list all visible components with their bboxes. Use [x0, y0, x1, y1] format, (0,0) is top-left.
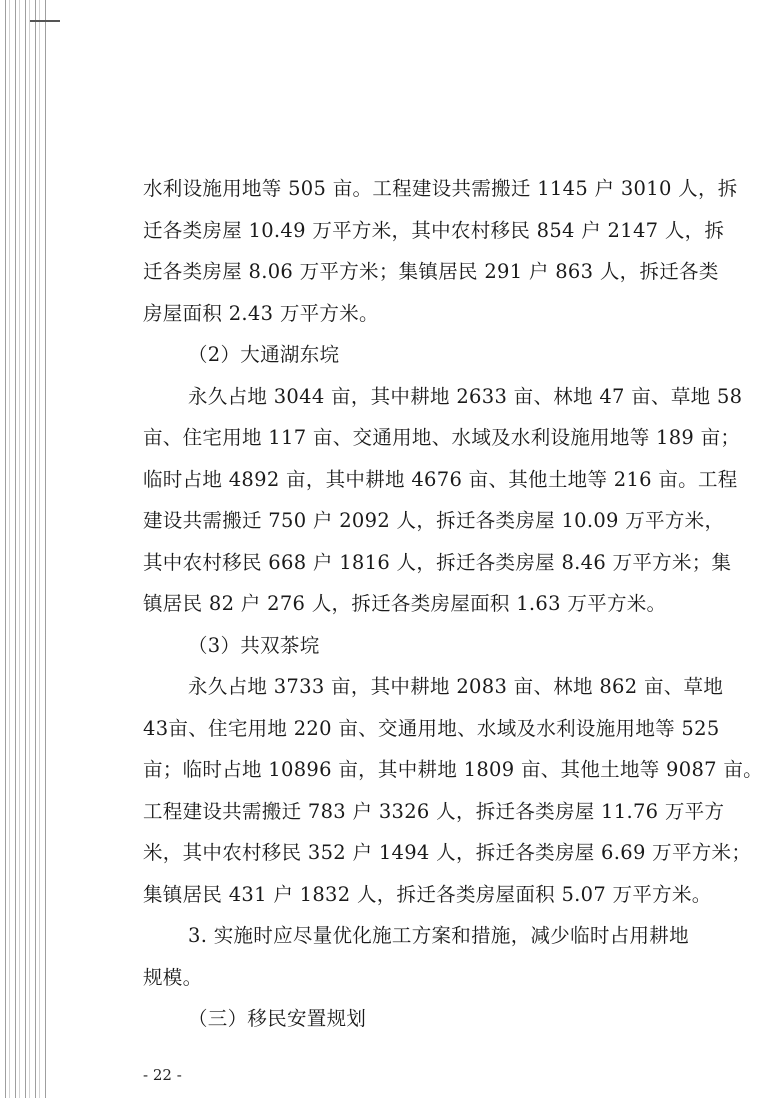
- text-line: 永久占地 3733 亩，其中耕地 2083 亩、林地 862 亩、草地: [188, 675, 724, 698]
- section-heading: （2）大通湖东垸: [188, 343, 340, 366]
- text-line: 水利设施用地等 505 亩。工程建设共需搬迁 1145 户 3010 人，拆: [143, 177, 738, 200]
- section-heading: （三）移民安置规划: [188, 1007, 367, 1030]
- text-line: 永久占地 3044 亩，其中耕地 2633 亩、林地 47 亩、草地 58: [188, 384, 743, 408]
- text-line: 临时占地 4892 亩，其中耕地 4676 亩、其他土地等 216 亩。工程: [143, 467, 738, 491]
- scan-binding-edge: [0, 0, 46, 1098]
- scan-mark: [30, 20, 60, 22]
- text-line: 规模。: [143, 965, 203, 989]
- text-line: 3. 实施时应尽量优化施工方案和措施，减少临时占用耕地: [188, 924, 689, 947]
- body-text: [143, 168, 763, 1040]
- text-line: 迁各类房屋 8.06 万平方米；集镇居民 291 户 863 人，拆迁各类: [143, 260, 719, 283]
- text-line: 工程建设共需搬迁 783 户 3326 人，拆迁各类房屋 11.76 万平方: [143, 799, 725, 823]
- text-line: 集镇居民 431 户 1832 人，拆迁各类房屋面积 5.07 万平方米。: [143, 882, 712, 906]
- page-number: - 22 -: [143, 1066, 182, 1084]
- text-line: 房屋面积 2.43 万平方米。: [143, 301, 379, 325]
- text-line: 米，其中农村移民 352 户 1494 人，拆迁各类房屋 6.69 万平方米；: [143, 841, 752, 864]
- text-line: 建设共需搬迁 750 户 2092 人，拆迁各类房屋 10.09 万平方米，: [143, 509, 725, 532]
- text-line: 亩；临时占地 10896 亩，其中耕地 1809 亩、其他土地等 9087 亩。: [143, 758, 763, 781]
- text-line: 其中农村移民 668 户 1816 人，拆迁各类房屋 8.46 万平方米；集: [143, 550, 732, 574]
- text-line: 迁各类房屋 10.49 万平方米，其中农村移民 854 户 2147 人，拆: [143, 218, 725, 242]
- text-line: 镇居民 82 户 276 人，拆迁各类房屋面积 1.63 万平方米。: [143, 592, 667, 615]
- text-line: 43亩、住宅用地 220 亩、交通用地、水域及水利设施用地等 525: [143, 716, 720, 740]
- text-line: 亩、住宅用地 117 亩、交通用地、水域及水利设施用地等 189 亩；: [143, 426, 741, 449]
- section-heading: （3）共双茶垸: [188, 633, 320, 657]
